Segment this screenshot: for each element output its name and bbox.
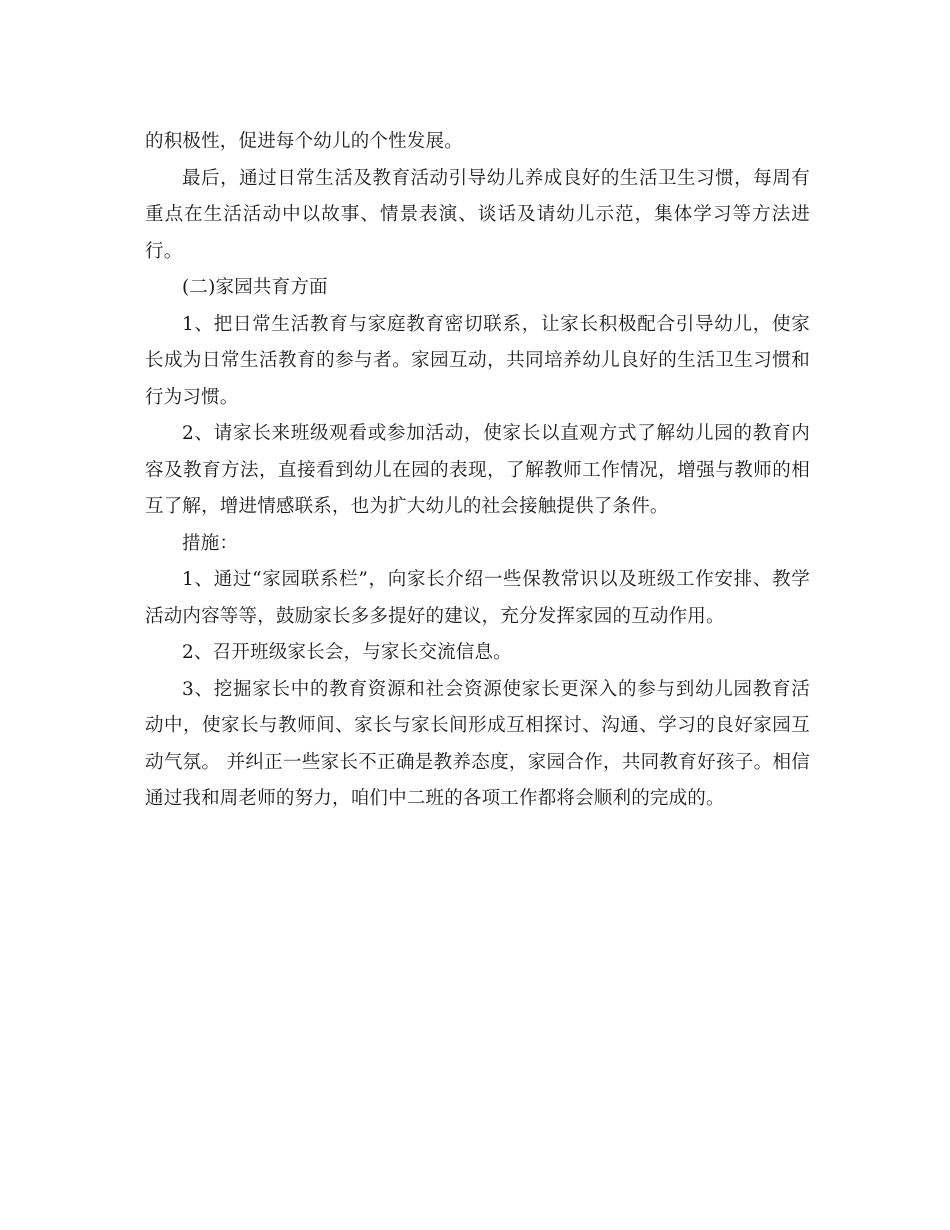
document-body [145,124,810,818]
paragraph-item-1: 1、把日常生活教育与家庭教育密切联系，让家长积极配合引导幼儿，使家长成为日常生活教育的参与者。家园互动，共同培养幼儿良好的生活卫生习惯和行为习惯。 [145,313,810,408]
measure-item-3: 3、挖掘家长中的教育资源和社会资源使家长更深入的参与到幼儿园教育活动中，使家长与教师间、家长与家长间形成互相探讨、沟通、学习的良好家园互动气氛。 并纠正一些家长不正确是教养态度，家园合作，共同教育好孩子。相信通过我和周老师的努力，咱们中二班的各项工作都将会顺利的完成的。 [145,678,810,809]
measures-heading: 措施： [182,532,239,554]
section-heading-home-school: (二)家园共育方面 [182,277,328,298]
paragraph-continuation: 的积极性，促进每个幼儿的个性发展。 [145,131,463,152]
measure-item-2: 2、召开班级家长会，与家长交流信息。 [182,642,512,663]
paragraph-item-2: 2、请家长来班级观看或参加活动，使家长以直观方式了解幼儿园的教育内容及教育方法，直接看到幼儿在园的表现，了解教师工作情况，增强与教师的相互了解，增进情感联系，也为扩大幼儿的社会接触提供了条件。 [145,423,810,517]
measure-item-1: 1、通过“家园联系栏”，向家长介绍一些保教常识以及班级工作安排、教学活动内容等等，鼓励家长多多提好的建议，充分发挥家园的互动作用。 [145,569,810,627]
paragraph-finally: 最后，通过日常生活及教育活动引导幼儿养成良好的生活卫生习惯，每周有重点在生活活动中以故事、情景表演、谈话及请幼儿示范，集体学习等方法进行。 [145,167,810,262]
